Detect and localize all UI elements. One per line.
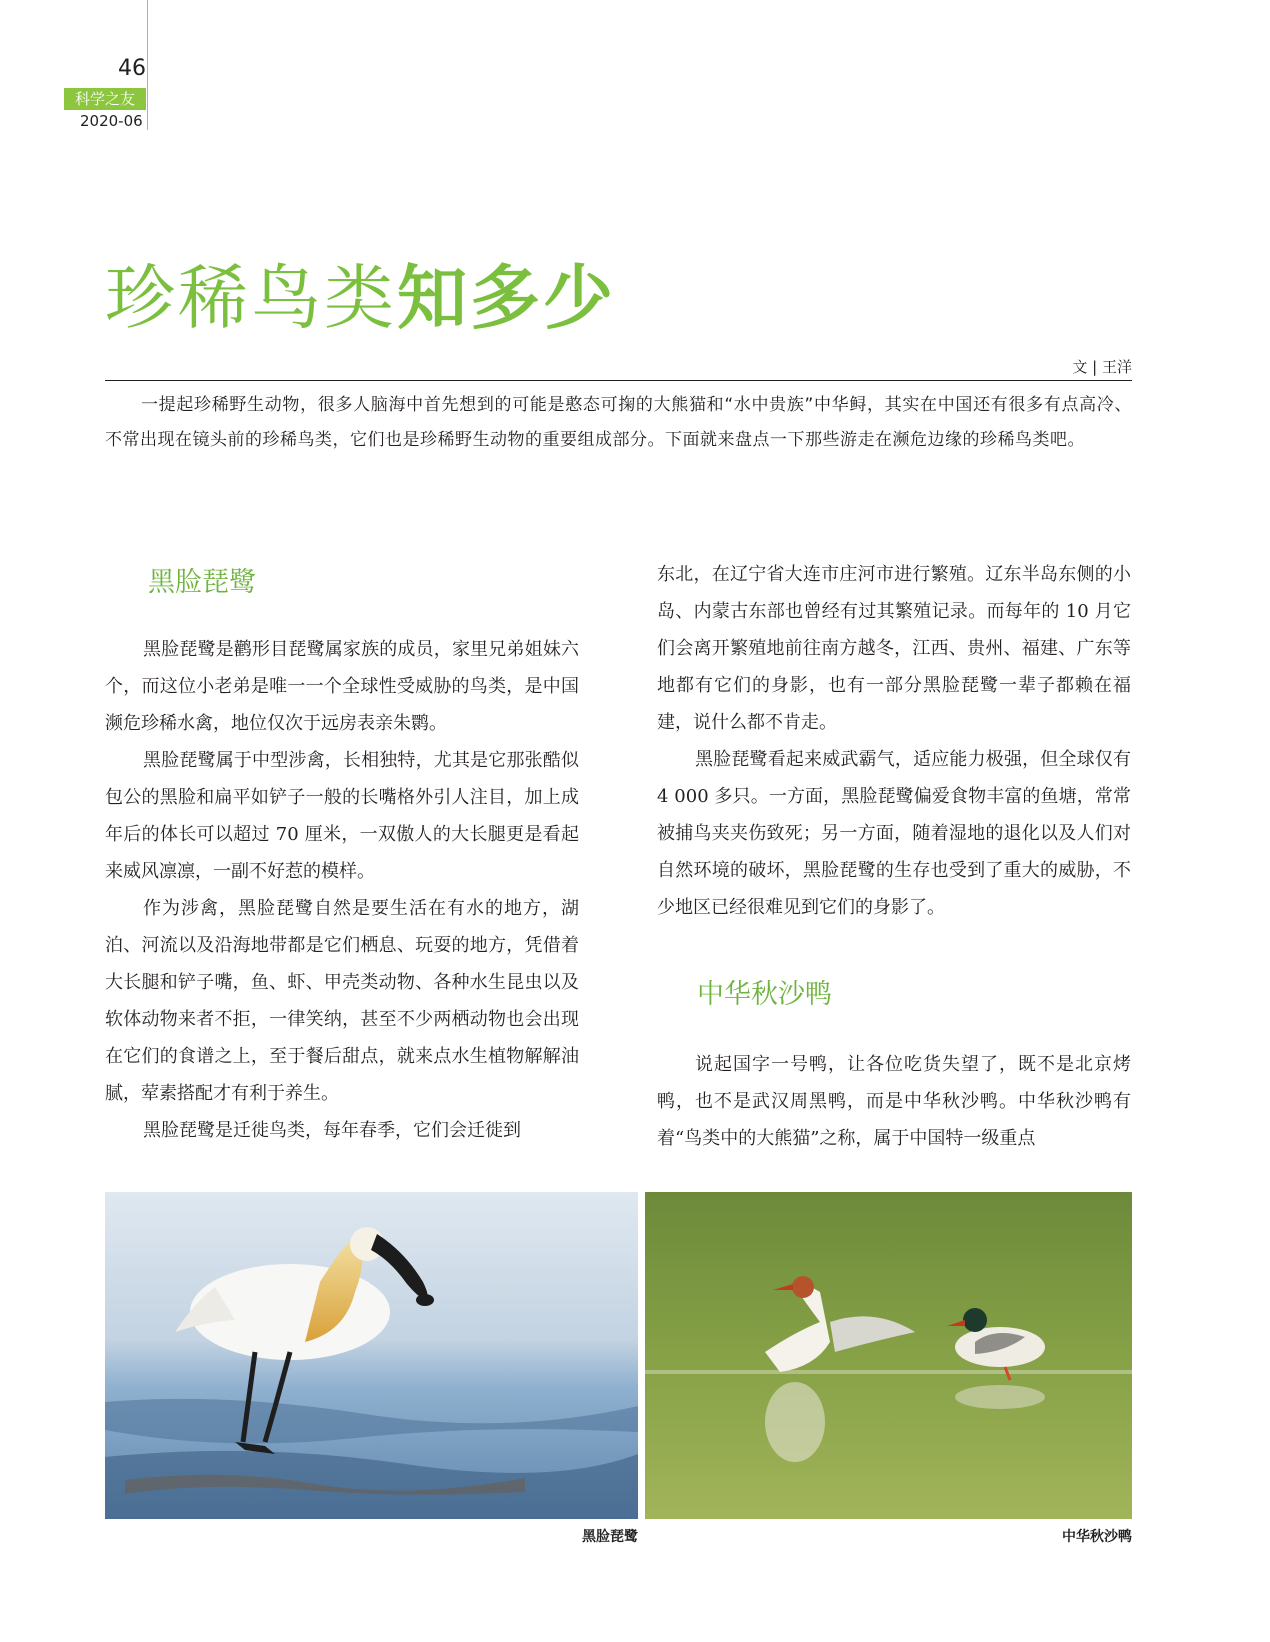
magazine-name: 科学之友 <box>64 88 146 110</box>
body-paragraph: 作为涉禽，黑脸琵鹭自然是要生活在有水的地方，湖泊、河流以及沿海地带都是它们栖息、玩耍的地方，凭借着大长腿和铲子嘴，鱼、虾、甲壳类动物、各种水生昆虫以及软体动物来者不拒，一律笑纳，甚至不少两栖动物也会出现在它们的食谱之上，至于餐后甜点，就来点水生植物解解油腻，荤素搭配才有利于养生。 <box>105 898 579 1104</box>
left-column <box>105 631 579 1149</box>
right-column <box>657 556 1131 926</box>
header-rule <box>147 0 148 130</box>
article-title <box>105 258 616 338</box>
right-column-section2 <box>657 1046 1131 1157</box>
photo-caption-merganser: 中华秋沙鸭 <box>1062 1529 1132 1545</box>
intro-paragraph: 一提起珍稀野生动物，很多人脑海中首先想到的可能是憨态可掬的大熊猫和“水中贵族”中华鲟，其实在中国还有很多有点高冷、不常出现在镜头前的珍稀鸟类，它们也是珍稀野生动物的重要组成部分。下面就来盘点一下那些游走在濒危边缘的珍稀鸟类吧。 <box>105 395 1132 450</box>
section-heading-merganser: 中华秋沙鸭 <box>697 979 832 1010</box>
body-paragraph-continued: 东北，在辽宁省大连市庄河市进行繁殖。辽东半岛东侧的小岛、内蒙古东部也曾经有过其繁殖记录。而每年的 10 月它们会离开繁殖地前往南方越冬，江西、贵州、福建、广东等地都有它们的身影，也有一部分黑脸琵鹭一辈子都赖在福建，说什么都不肯走。 <box>657 564 1131 733</box>
issue-date: 2020-06 <box>80 112 143 130</box>
body-paragraph: 黑脸琵鹭是迁徙鸟类，每年春季，它们会迁徙到 <box>143 1120 521 1141</box>
body-paragraph: 黑脸琵鹭是鹳形目琵鹭属家族的成员，家里兄弟姐妹六个，而这位小老弟是唯一一个全球性受威胁的鸟类，是中国濒危珍稀水禽，地位仅次于远房表亲朱鹮。 <box>105 639 579 734</box>
section-heading-spoonbill: 黑脸琵鹭 <box>148 567 256 598</box>
title-light: 珍稀鸟类 <box>105 257 397 339</box>
page-number: 46 <box>118 56 146 81</box>
photo-caption-spoonbill: 黑脸琵鹭 <box>582 1529 638 1545</box>
body-paragraph: 说起国字一号鸭，让各位吃货失望了，既不是北京烤鸭，也不是武汉周黑鸭，而是中华秋沙鸭。中华秋沙鸭有着“鸟类中的大熊猫”之称，属于中国特一级重点 <box>657 1054 1131 1149</box>
merganser-photo <box>645 1192 1132 1519</box>
body-paragraph: 黑脸琵鹭属于中型涉禽，长相独特，尤其是它那张酷似包公的黑脸和扁平如铲子一般的长嘴格外引人注目，加上成年后的体长可以超过 70 厘米，一双傲人的大长腿更是看起来威风凛凛，一副不好惹的模样。 <box>105 750 579 882</box>
title-bold: 知多少 <box>397 257 616 339</box>
byline: 文 | 王洋 <box>1072 358 1132 376</box>
intro-divider <box>105 380 1132 381</box>
body-paragraph: 黑脸琵鹭看起来威武霸气，适应能力极强，但全球仅有 4 000 多只。一方面，黑脸琵鹭偏爱食物丰富的鱼塘，常常被捕鸟夹夹伤致死；另一方面，随着湿地的退化以及人们对自然环境的破坏，黑脸琵鹭的生存也受到了重大的威胁，不少地区已经很难见到它们的身影了。 <box>657 749 1131 918</box>
spoonbill-photo <box>105 1192 638 1519</box>
